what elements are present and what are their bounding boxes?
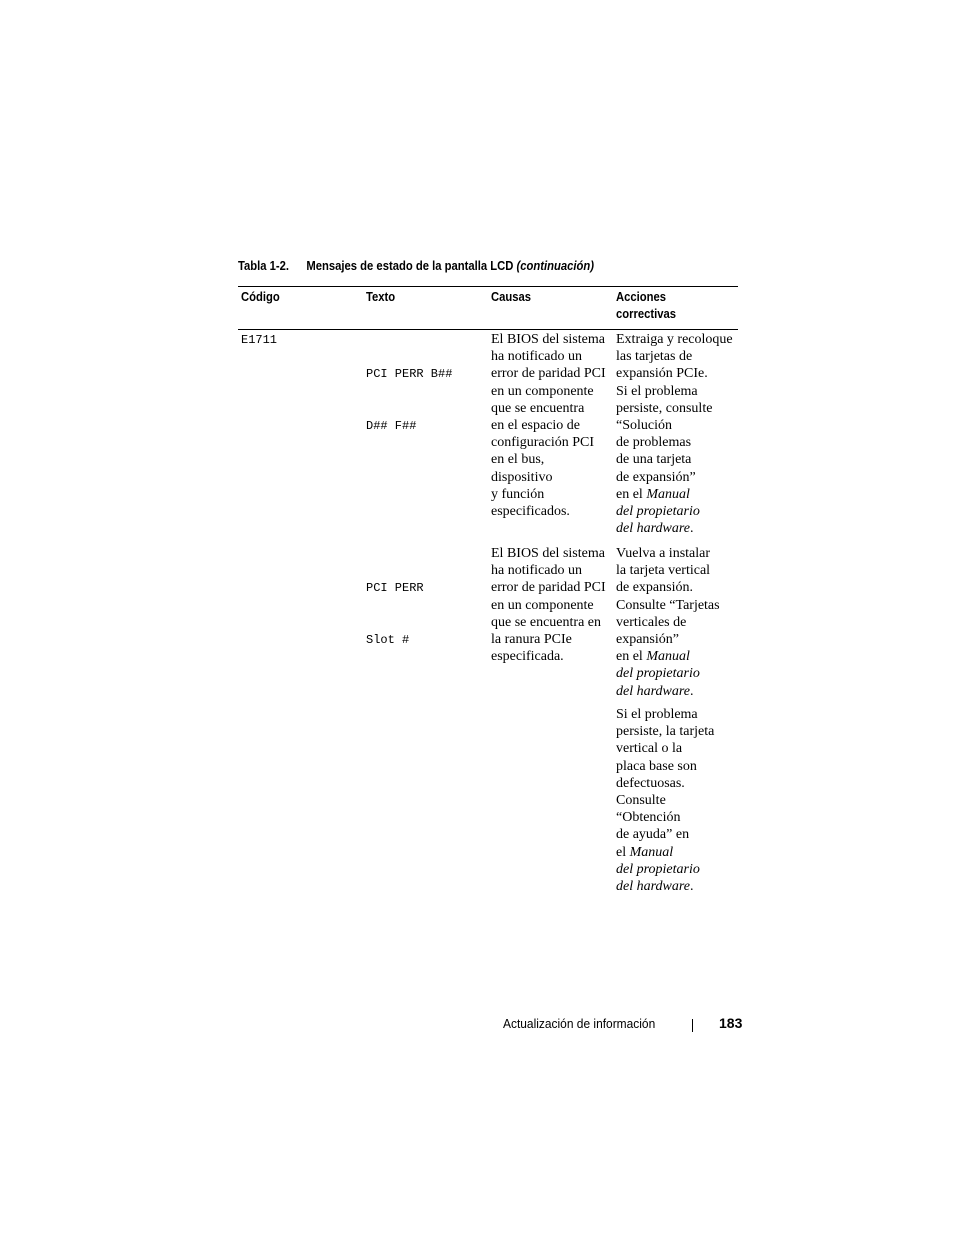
row2-ref2-manual: Manual bbox=[629, 844, 674, 860]
row1-cause-line: en un componente bbox=[491, 383, 594, 399]
table-number: Tabla 1-2. bbox=[238, 259, 290, 273]
row2-ref-owner: del propietario bbox=[616, 666, 700, 682]
footer-divider bbox=[692, 1019, 693, 1032]
row1-action-line: Si el problema bbox=[616, 383, 698, 399]
table-header-rule bbox=[238, 329, 738, 330]
row2-causes bbox=[491, 545, 606, 665]
row2-action-line: la tarjeta vertical bbox=[616, 563, 711, 579]
row1-text-line: D## F## bbox=[366, 419, 417, 434]
row1-cause-line: en el espacio de bbox=[491, 418, 581, 434]
row2-cause-line: en un componente bbox=[491, 597, 594, 613]
row1-cause-line: configuración PCI bbox=[491, 435, 595, 451]
row1-ref-prefix: en el bbox=[616, 486, 647, 502]
row2-cause-line: El BIOS del sistema bbox=[491, 546, 605, 561]
row1-ref-end: . bbox=[690, 521, 694, 537]
row1-text bbox=[366, 332, 452, 452]
header-actions-line1: Acciones bbox=[616, 290, 667, 304]
row1-code: E1711 bbox=[241, 333, 278, 347]
header-actions-line2: correctivas bbox=[616, 307, 677, 321]
row2-cause-line: ha notificado un bbox=[491, 563, 582, 579]
row1-cause-line: que se encuentra bbox=[491, 400, 585, 416]
row1-actions bbox=[616, 331, 733, 537]
row2-text-line: Slot # bbox=[366, 633, 410, 648]
header-causes: Causas bbox=[491, 290, 532, 304]
page-number: 183 bbox=[719, 1015, 743, 1031]
row1-action-line: las tarjetas de bbox=[616, 349, 693, 365]
row1-text-line: PCI PERR B## bbox=[366, 367, 453, 382]
row2-action-line: verticales de bbox=[616, 614, 687, 630]
row2-actions bbox=[616, 545, 720, 700]
row2-action2-line: “Obtención bbox=[616, 810, 681, 826]
row1-action-line: persiste, consulte bbox=[616, 400, 713, 416]
row1-action-line: “Solución bbox=[616, 418, 672, 434]
row2-action2-line: de ayuda” en bbox=[616, 827, 690, 843]
row2-ref-end: . bbox=[690, 683, 694, 699]
row2-cause-line: especificada. bbox=[491, 649, 564, 665]
row2-text-line: PCI PERR bbox=[366, 581, 424, 596]
header-code: Código bbox=[241, 290, 280, 304]
row2-ref-hardware-line bbox=[616, 683, 720, 700]
row1-cause-line: especificados. bbox=[491, 504, 570, 520]
row1-cause-line: error de paridad PCI bbox=[491, 366, 606, 382]
row1-cause-line: ha notificado un bbox=[491, 349, 582, 365]
row2-action-line: Consulte “Tarjetas bbox=[616, 597, 720, 613]
row2-action2-line: Si el problema bbox=[616, 707, 698, 722]
table-title: Mensajes de estado de la pantalla LCD bbox=[306, 259, 514, 273]
row2-ref2-hardware: del hardware bbox=[616, 879, 691, 895]
row2-action-line: Vuelva a instalar bbox=[616, 546, 711, 561]
row2-action-line: expansión” bbox=[616, 632, 679, 648]
row1-action-line: de una tarjeta bbox=[616, 452, 692, 468]
row1-cause-line: en el bus, bbox=[491, 452, 545, 468]
row1-ref-hardware-line bbox=[616, 520, 733, 537]
row2-ref-prefix: en el bbox=[616, 649, 647, 665]
row2-ref-manual: Manual bbox=[646, 649, 690, 665]
row1-action-line: de problemas bbox=[616, 435, 692, 451]
row2-action2-line: vertical o la bbox=[616, 741, 683, 757]
row1-manual-reference bbox=[616, 486, 733, 503]
row2-ref-hardware: del hardware bbox=[616, 683, 691, 699]
row2-ref2-owner: del propietario bbox=[616, 861, 700, 877]
table-continued: (continuación) bbox=[516, 259, 594, 273]
row2-ref2-prefix: el bbox=[616, 844, 630, 860]
row2-action2-line: Consulte bbox=[616, 793, 666, 809]
row2-text bbox=[366, 546, 424, 666]
row2-action2-line: placa base son bbox=[616, 758, 697, 774]
footer-section-title: Actualización de información bbox=[503, 1016, 656, 1031]
row1-cause-line: dispositivo bbox=[491, 469, 553, 485]
row2-manual-reference-2 bbox=[616, 844, 714, 861]
table-caption bbox=[238, 259, 594, 273]
row1-cause-line: y función bbox=[491, 486, 545, 502]
row1-action-line: de expansión” bbox=[616, 469, 696, 485]
row2-ref2-hardware-line bbox=[616, 878, 714, 895]
row2-cause-line: que se encuentra en bbox=[491, 614, 601, 630]
row1-ref-owner: del propietario bbox=[616, 504, 700, 520]
header-text: Texto bbox=[366, 290, 396, 304]
row2-action2-line: persiste, la tarjeta bbox=[616, 724, 715, 740]
row1-ref-hardware: del hardware bbox=[616, 521, 691, 537]
row1-action-line: Extraiga y recoloque bbox=[616, 332, 733, 347]
header-actions bbox=[616, 289, 676, 323]
row1-action-line: expansión PCIe. bbox=[616, 366, 708, 382]
row2-action2-line: defectuosas. bbox=[616, 775, 685, 791]
row2-actions-second-paragraph bbox=[616, 706, 714, 895]
row2-ref2-end: . bbox=[690, 879, 694, 895]
row1-ref-manual: Manual bbox=[646, 486, 690, 502]
row2-cause-line: la ranura PCIe bbox=[491, 632, 572, 648]
row1-causes bbox=[491, 331, 606, 520]
row2-cause-line: error de paridad PCI bbox=[491, 580, 606, 596]
row2-action-line: de expansión. bbox=[616, 580, 693, 596]
row2-manual-reference bbox=[616, 648, 720, 665]
row1-cause-line: El BIOS del sistema bbox=[491, 332, 605, 347]
table-top-rule bbox=[238, 286, 738, 287]
